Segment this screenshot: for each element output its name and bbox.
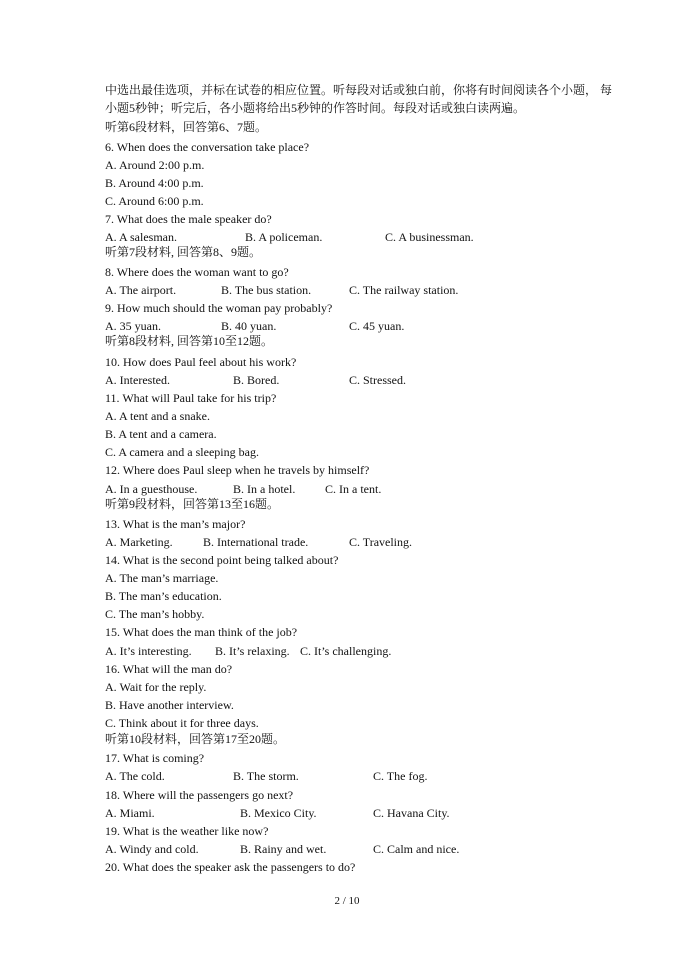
answer-option: B. The storm. [233, 769, 299, 783]
question-text: 7. What does the male speaker do? [105, 212, 272, 226]
section-instruction: 听第7段材料, 回答第8、9题。 [105, 245, 262, 259]
instruction-text: 小题5秒钟；听完后，各小题将给出5秒钟的作答时间。每段对话或独白读两遍。 [105, 101, 526, 115]
answer-option: A. Windy and cold. [105, 842, 199, 856]
section-instruction: 听第6段材料，回答第6、7题。 [105, 120, 268, 134]
answer-option: A. Wait for the reply. [105, 680, 207, 694]
instruction-text: 中选出最佳选项，并标在试卷的相应位置。听每段对话或独白前，你将有时间阅读各个小题， 每 [105, 83, 613, 97]
question-text: 6. When does the conversation take place? [105, 140, 310, 154]
question-text: 16. What will the man do? [105, 662, 233, 676]
answer-option: A. A tent and a snake. [105, 409, 210, 423]
answer-option: B. International trade. [203, 535, 309, 549]
answer-option: A. The airport. [105, 283, 177, 297]
answer-option: C. 45 yuan. [349, 319, 405, 333]
question-text: 10. How does Paul feel about his work? [105, 355, 297, 369]
question-text: 13. What is the man’s major? [105, 517, 246, 531]
question-text: 19. What is the weather like now? [105, 824, 269, 838]
answer-option: A. Marketing. [105, 535, 173, 549]
section-instruction: 听第8段材料, 回答第10至12题。 [105, 334, 274, 348]
answer-option: B. A policeman. [245, 230, 323, 244]
answer-option: C. Think about it for three days. [105, 716, 259, 730]
answer-option: B. It’s relaxing. [215, 644, 290, 658]
answer-option: A. A salesman. [105, 230, 177, 244]
answer-option: B. Around 4:00 p.m. [105, 176, 204, 190]
answer-option: C. Stressed. [349, 373, 406, 387]
answer-option: A. Interested. [105, 373, 170, 387]
question-text: 12. Where does Paul sleep when he travels by himself? [105, 463, 370, 477]
question-text: 14. What is the second point being talked about? [105, 553, 339, 567]
answer-option: A. Miami. [105, 806, 155, 820]
answer-option: B. The bus station. [221, 283, 312, 297]
answer-option: A. Around 2:00 p.m. [105, 158, 205, 172]
answer-option: C. It’s challenging. [300, 644, 392, 658]
answer-option: C. The man’s hobby. [105, 607, 205, 621]
answer-option: B. 40 yuan. [221, 319, 277, 333]
question-text: 20. What does the speaker ask the passengers to do? [105, 860, 356, 874]
answer-option: A. In a guesthouse. [105, 482, 198, 496]
answer-option: A. The man’s marriage. [105, 571, 219, 585]
question-text: 18. Where will the passengers go next? [105, 788, 294, 802]
answer-option: A. 35 yuan. [105, 319, 161, 333]
question-text: 11. What will Paul take for his trip? [105, 391, 277, 405]
question-text: 9. How much should the woman pay probably? [105, 301, 333, 315]
answer-option: B. Mexico City. [240, 806, 317, 820]
answer-option: B. Have another interview. [105, 698, 234, 712]
answer-option: C. Around 6:00 p.m. [105, 194, 204, 208]
answer-option: B. A tent and a camera. [105, 427, 217, 441]
answer-option: C. Havana City. [373, 806, 450, 820]
answer-option: B. Rainy and wet. [240, 842, 327, 856]
answer-option: C. Calm and nice. [373, 842, 460, 856]
section-instruction: 听第9段材料，回答第13至16题。 [105, 497, 280, 511]
answer-option: B. The man’s education. [105, 589, 222, 603]
question-text: 8. Where does the woman want to go? [105, 265, 289, 279]
answer-option: C. In a tent. [325, 482, 382, 496]
answer-option: C. A camera and a sleeping bag. [105, 445, 259, 459]
question-text: 15. What does the man think of the job? [105, 625, 298, 639]
answer-option: A. The cold. [105, 769, 165, 783]
section-instruction: 听第10段材料，回答第17至20题。 [105, 732, 286, 746]
answer-option: C. Traveling. [349, 535, 413, 549]
answer-option: C. A businessman. [385, 230, 474, 244]
answer-option: C. The railway station. [349, 283, 459, 297]
answer-option: B. Bored. [233, 373, 280, 387]
page-number: 2 / 10 [334, 895, 360, 907]
question-text: 17. What is coming? [105, 751, 205, 765]
answer-option: C. The fog. [373, 769, 428, 783]
answer-option: A. It’s interesting. [105, 644, 192, 658]
answer-option: B. In a hotel. [233, 482, 296, 496]
